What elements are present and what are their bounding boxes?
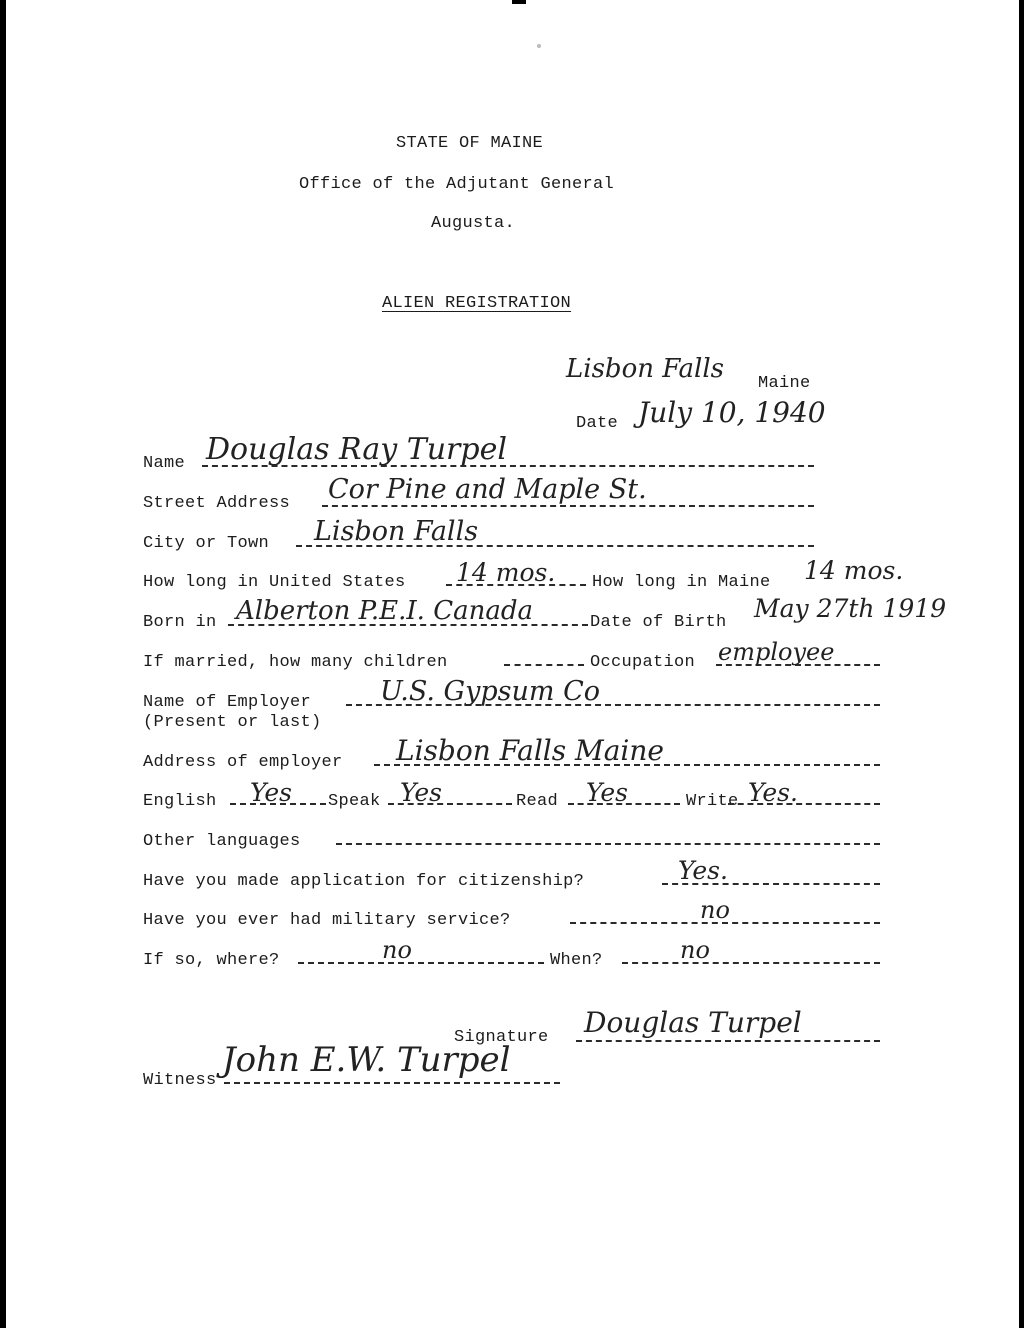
where-value: no	[382, 936, 412, 964]
when-value: no	[680, 936, 710, 964]
city-value: Lisbon Falls	[314, 516, 479, 547]
married-line	[504, 664, 584, 666]
street-label: Street Address	[143, 494, 291, 513]
employer-sublabel: (Present or last)	[143, 713, 322, 732]
other-lang-line	[336, 843, 880, 845]
speak-label: Speak	[328, 792, 381, 811]
write-value: Yes.	[748, 778, 798, 807]
dob-label: Date of Birth	[590, 613, 727, 632]
date-label: Date	[576, 414, 619, 433]
street-line	[322, 505, 814, 507]
signature-line	[576, 1040, 880, 1042]
born-label: Born in	[143, 613, 217, 632]
maine-label: How long in Maine	[592, 573, 771, 592]
other-lang-label: Other languages	[143, 832, 301, 851]
employer-label: Name of Employer	[143, 693, 312, 712]
city-label: City or Town	[143, 534, 270, 553]
witness-value: John E.W. Turpel	[222, 1040, 511, 1080]
where-label: If so, where?	[143, 951, 280, 970]
dob-value: May 27th 1919	[754, 594, 947, 623]
name-value: Douglas Ray Turpel	[206, 432, 507, 467]
when-label: When?	[550, 951, 603, 970]
military-value: no	[700, 896, 730, 924]
witness-line	[224, 1082, 560, 1084]
speak-value: Yes	[400, 778, 442, 807]
occupation-value: employee	[718, 638, 835, 666]
citizenship-label: Have you made application for citizenship?	[143, 872, 585, 891]
witness-label: Witness	[143, 1071, 217, 1090]
english-label: English	[143, 792, 217, 811]
signature-value: Douglas Turpel	[584, 1006, 802, 1039]
header-office: Office of the Adjutant General	[299, 175, 615, 194]
read-value: Yes	[586, 778, 628, 807]
where-line	[298, 962, 544, 964]
scan-mark	[512, 0, 526, 4]
us-value: 14 mos.	[456, 558, 556, 587]
occupation-label: Occupation	[590, 653, 696, 672]
when-line	[622, 962, 880, 964]
street-value: Cor Pine and Maple St.	[328, 474, 647, 505]
citizenship-value: Yes.	[678, 856, 728, 885]
form-title: ALIEN REGISTRATION	[382, 294, 572, 313]
employer-value: U.S. Gypsum Co	[380, 676, 601, 707]
military-label: Have you ever had military service?	[143, 911, 511, 930]
born-value: Alberton P.E.I. Canada	[236, 596, 533, 626]
emp-addr-value: Lisbon Falls Maine	[396, 734, 664, 767]
us-label: How long in United States	[143, 573, 406, 592]
scan-border-left	[0, 0, 6, 1328]
read-label: Read	[516, 792, 559, 811]
header-city: Augusta.	[431, 214, 516, 233]
english-value: Yes	[250, 778, 292, 807]
place-suffix: Maine	[758, 374, 811, 393]
date-value: July 10, 1940	[638, 396, 826, 429]
name-label: Name	[143, 454, 186, 473]
emp-addr-label: Address of employer	[143, 753, 343, 772]
place-value: Lisbon Falls	[566, 354, 724, 384]
paper-speck	[537, 44, 541, 48]
scan-border-right	[1019, 0, 1024, 1328]
header-state: STATE OF MAINE	[396, 134, 544, 153]
maine-value: 14 mos.	[804, 556, 904, 585]
signature-label: Signature	[454, 1028, 549, 1047]
write-label: Write	[686, 792, 739, 811]
married-label: If married, how many children	[143, 653, 448, 672]
